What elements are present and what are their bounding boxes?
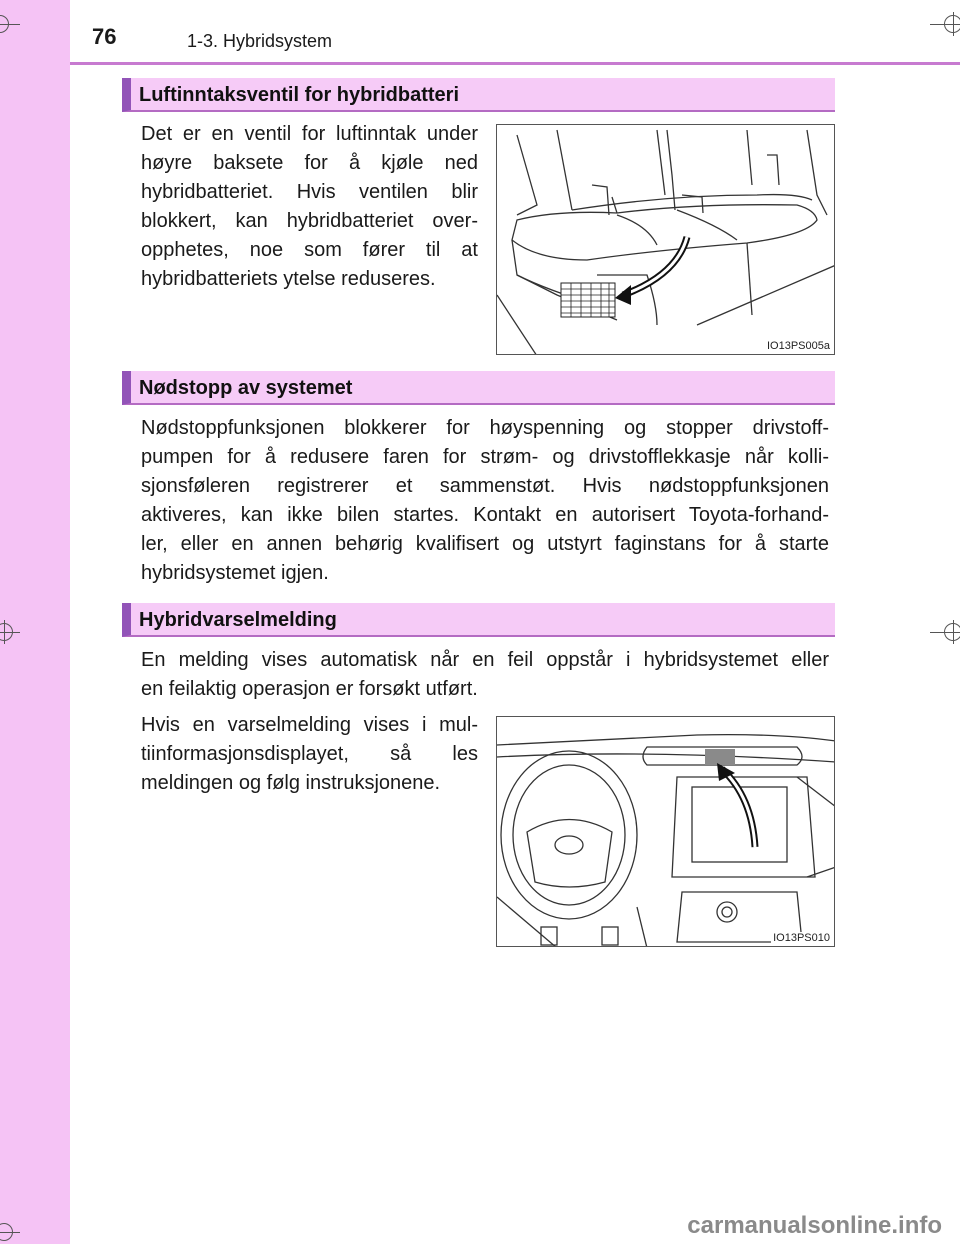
- section-heading-battery-intake: [122, 78, 835, 112]
- text-line: ler, eller en annen behørig kvalifisert og utstyrt faginstans for å starte: [141, 533, 829, 555]
- text-line: Hvis en varselmelding vises i mul-: [141, 714, 478, 736]
- margin-color-strip: [0, 0, 70, 1244]
- section-heading-text: Nødstopp av systemet: [139, 377, 353, 399]
- section-heading-text: Hybridvarselmelding: [139, 609, 337, 631]
- section-heading-text: Luftinntaksventil for hybridbatteri: [139, 84, 460, 106]
- text-line: pumpen for å redusere faren for strøm- og drivstofflekkasje når kolli-: [141, 446, 829, 468]
- rear-seat-vent-illustration: [496, 124, 835, 355]
- text-line: opphetes, noe som fører til at: [141, 239, 478, 261]
- watermark: carmanualsonline.info: [687, 1212, 942, 1239]
- dashboard-display-illustration: [496, 716, 835, 947]
- figure-code: IO13PS010: [773, 932, 830, 944]
- chapter-title: 1-3. Hybridsystem: [187, 31, 333, 51]
- text-line: sjonsføleren registrerer et sammenstøt. Hvis nødstoppfunksjonen: [141, 475, 829, 497]
- text-line: aktiveres, kan ikke bilen startes. Kontakt en autorisert Toyota-forhand-: [141, 504, 829, 526]
- section-heading-emergency-stop: [122, 371, 835, 405]
- section-heading-hybrid-warning: [122, 603, 835, 637]
- text-line: høyre baksete for å kjøle ned: [141, 152, 478, 174]
- figure-code: IO13PS005a: [767, 340, 830, 352]
- page-number: 76: [92, 24, 117, 49]
- text-line: Det er en ventil for luftinntak under: [141, 123, 478, 145]
- text-line: blokkert, kan hybridbatteriet over-: [141, 210, 478, 232]
- text-line: en feilaktig operasjon er forsøkt utført.: [141, 678, 478, 700]
- text-line: En melding vises automatisk når en feil oppstår i hybridsystemet eller: [141, 649, 829, 671]
- text-line: tiinformasjonsdisplayet, så les: [141, 743, 478, 765]
- text-line: meldingen og følg instruksjonene.: [141, 772, 441, 794]
- text-line: Nødstoppfunksjonen blokkerer for høyspenning og stopper drivstoff-: [141, 417, 829, 439]
- text-line: hybridbatteriet. Hvis ventilen blir: [141, 181, 478, 203]
- text-line: hybridsystemet igjen.: [141, 562, 329, 584]
- text-line: hybridbatteriets ytelse reduseres.: [141, 268, 436, 290]
- header-rule: [70, 62, 960, 65]
